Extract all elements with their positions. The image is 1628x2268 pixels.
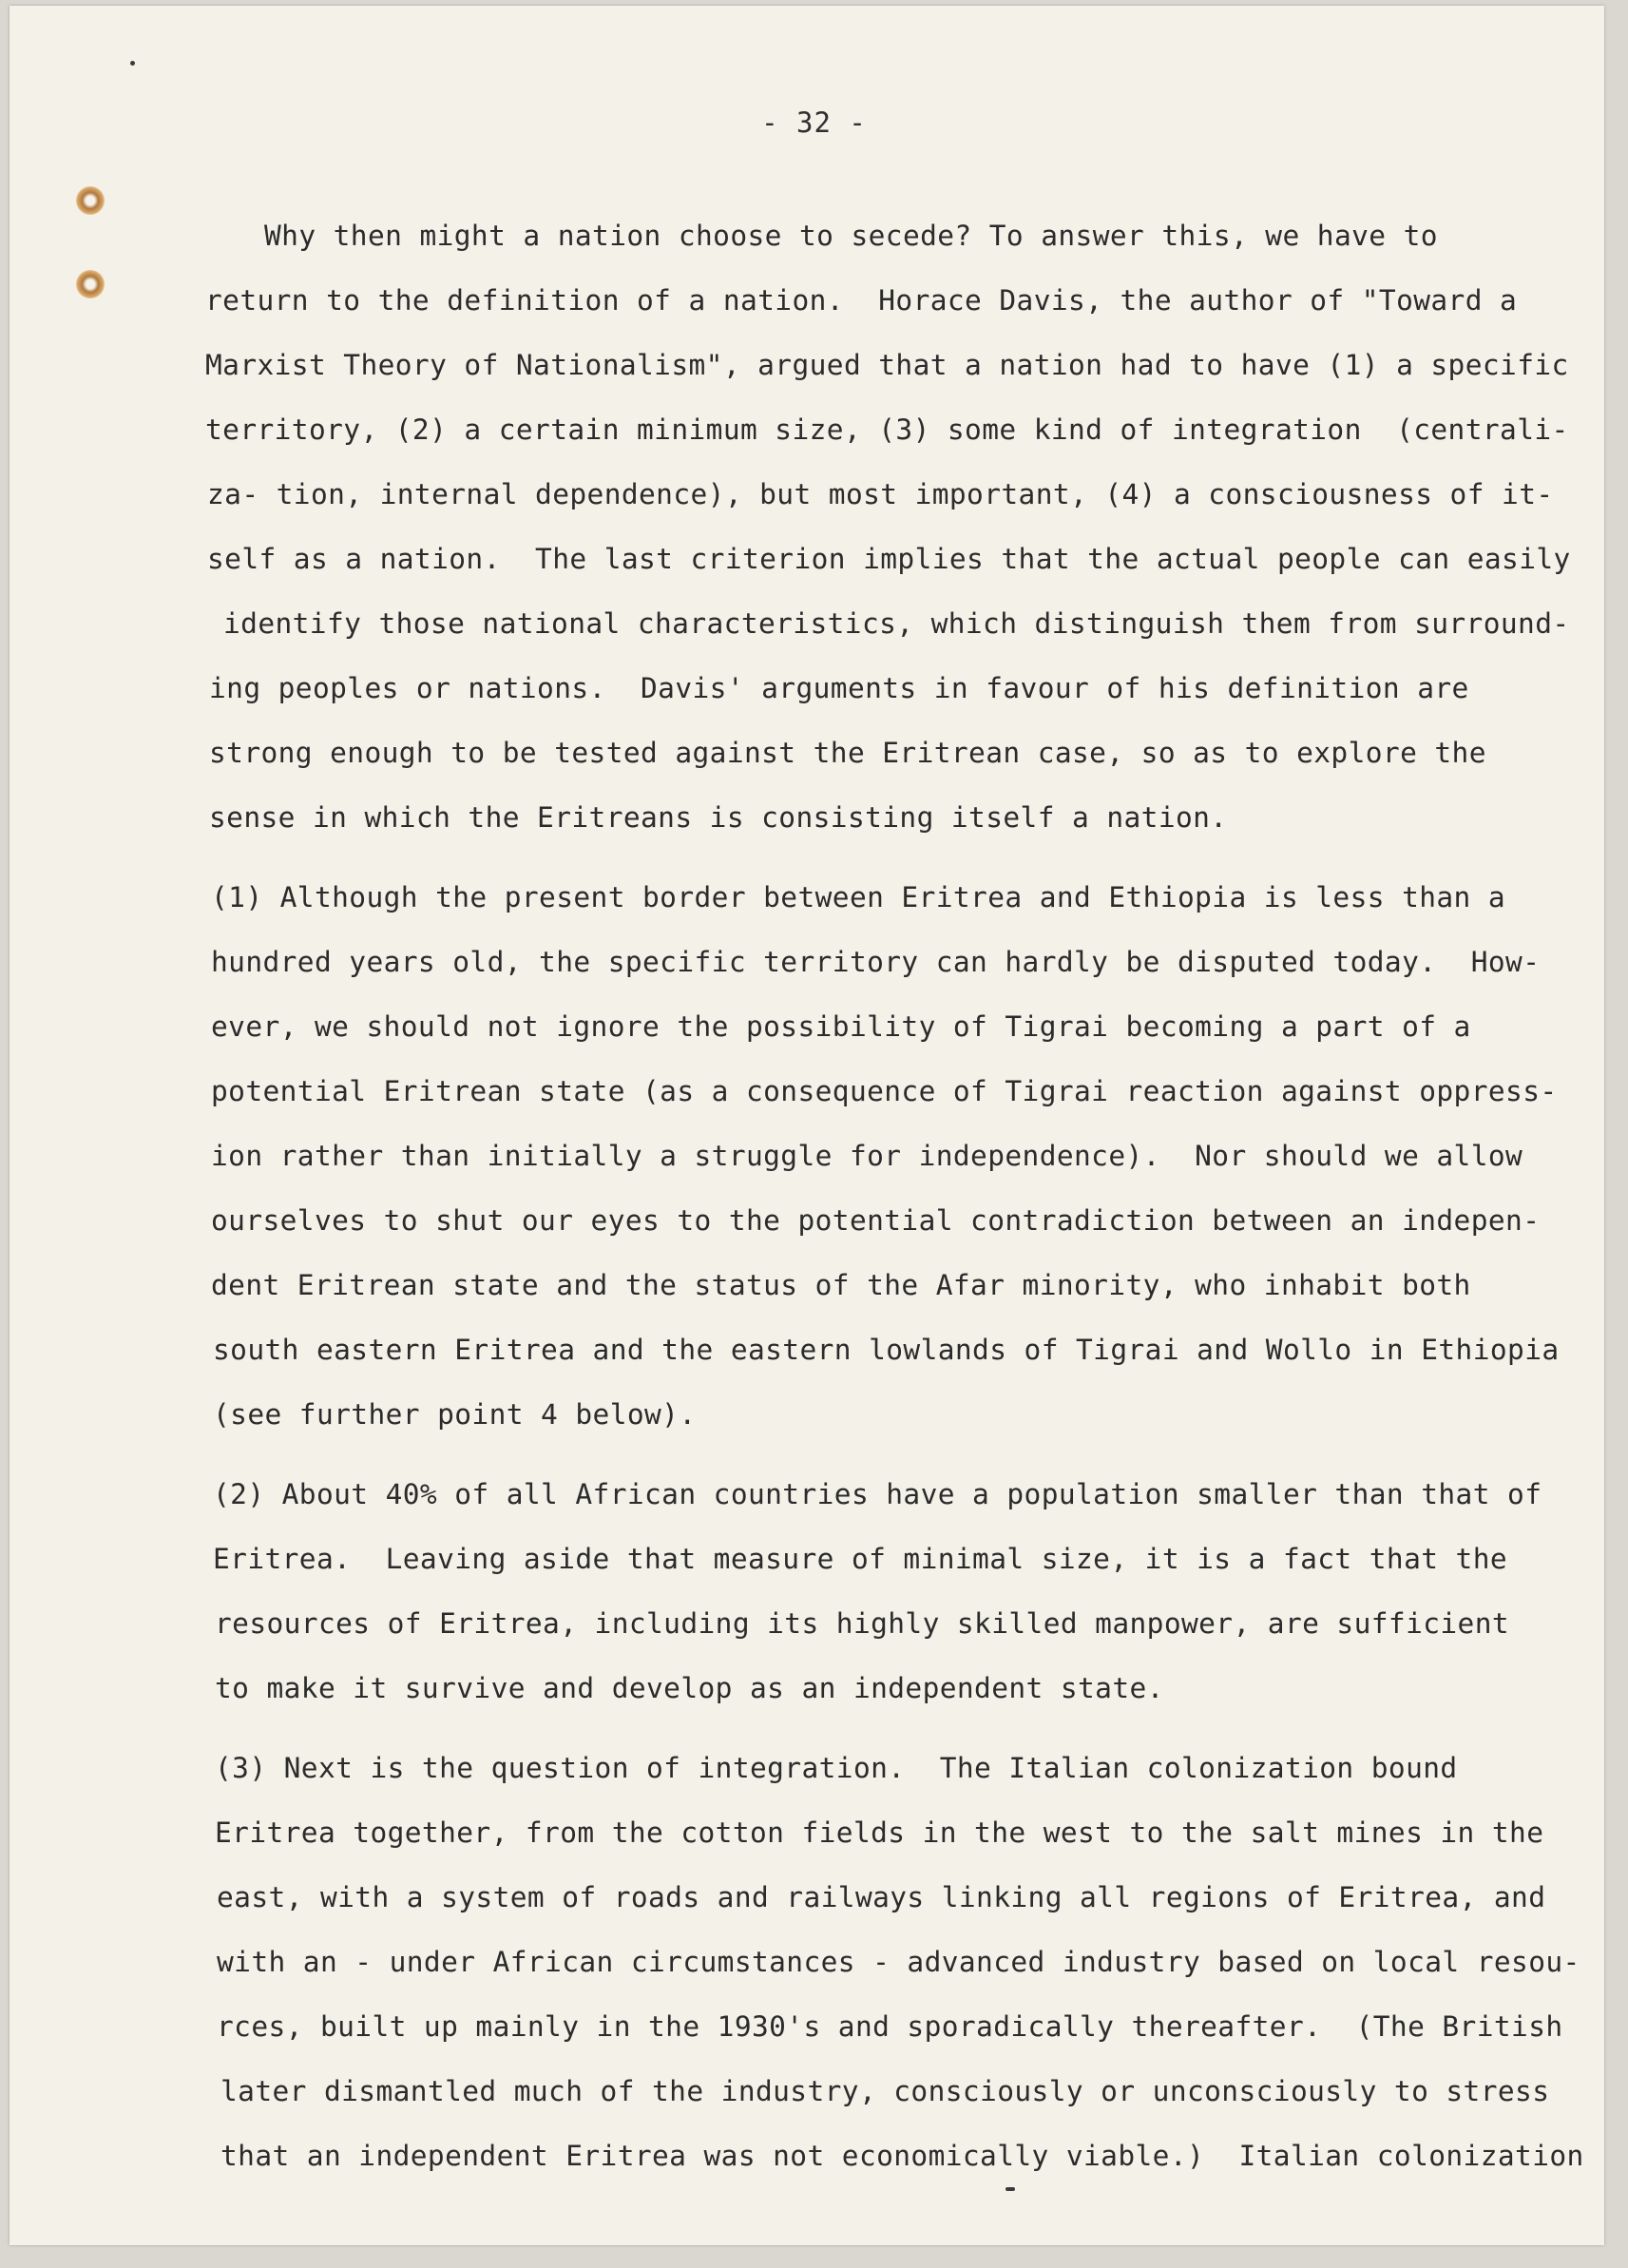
text-line: rces, built up mainly in the 1930's and sporadically thereafter. (The British [217,2010,1563,2043]
text-line: za- tion, internal dependence), but most important, (4) a consciousness of it- [207,478,1554,510]
text-line: hundred years old, the specific territory can hardly be disputed today. How- [211,946,1541,978]
text-line: (2) About 40% of all African countries have a population smaller than that of [213,1478,1542,1510]
text-line: sense in which the Eritreans is consisting itself a nation. [209,801,1228,834]
text-line: ever, we should not ignore the possibility of Tigrai becoming a part of a [211,1010,1471,1043]
text-line: (1) Although the present border between Eritrea and Ethiopia is less than a [211,881,1506,913]
punch-hole-top [76,186,105,215]
page-number: - 32 - [761,106,867,139]
text-line: with an - under African circumstances - advanced industry based on local resou- [217,1946,1580,1978]
text-line: Why then might a nation choose to secede? To answer this, we have to [264,220,1438,252]
text-line: self as a nation. The last criterion implies that the actual people can easily [207,543,1571,575]
text-line: (3) Next is the question of integration. The Italian colonization bound [215,1752,1458,1784]
ink-speck [1006,2187,1015,2191]
text-line: potential Eritrean state (as a consequence of Tigrai reaction against oppress- [211,1075,1558,1107]
text-line: strong enough to be tested against the Eritrean case, so as to explore the [209,737,1486,769]
text-line: ing peoples or nations. Davis' arguments in favour of his definition are [209,672,1469,704]
text-line: to make it survive and develop as an independent state. [215,1672,1164,1704]
text-line: return to the definition of a nation. Horace Davis, the author of "Toward a [205,284,1518,317]
text-line: identify those national characteristics, which distinguish them from surround- [223,607,1570,640]
text-line: ion rather than initially a struggle for independence). Nor should we allow [211,1140,1523,1172]
ink-speck [130,61,135,66]
text-line: resources of Eritrea, including its highly skilled manpower, are sufficient [215,1607,1510,1640]
text-line: south eastern Eritrea and the eastern lowlands of Tigrai and Wollo in Ethiopia [213,1334,1560,1366]
text-line: dent Eritrean state and the status of the Afar minority, who inhabit both [211,1269,1471,1301]
text-line: ourselves to shut our eyes to the potential contradiction between an indepen- [211,1204,1541,1237]
text-line: that an independent Eritrea was not economically viable.) Italian colonization [220,2140,1584,2172]
text-line: later dismantled much of the industry, consciously or unconsciously to stress [220,2075,1550,2107]
text-line: Eritrea together, from the cotton fields in the west to the salt mines in the [215,1816,1544,1849]
text-line: (see further point 4 below). [213,1398,697,1431]
text-line: Marxist Theory of Nationalism", argued that a nation had to have (1) a specific [205,349,1569,381]
text-line: east, with a system of roads and railways linking all regions of Eritrea, and [217,1881,1546,1913]
text-line: Eritrea. Leaving aside that measure of minimal size, it is a fact that the [213,1543,1508,1575]
punch-hole-bottom [76,270,105,298]
text-line: territory, (2) a certain minimum size, (3) some kind of integration (centrali- [205,413,1569,446]
